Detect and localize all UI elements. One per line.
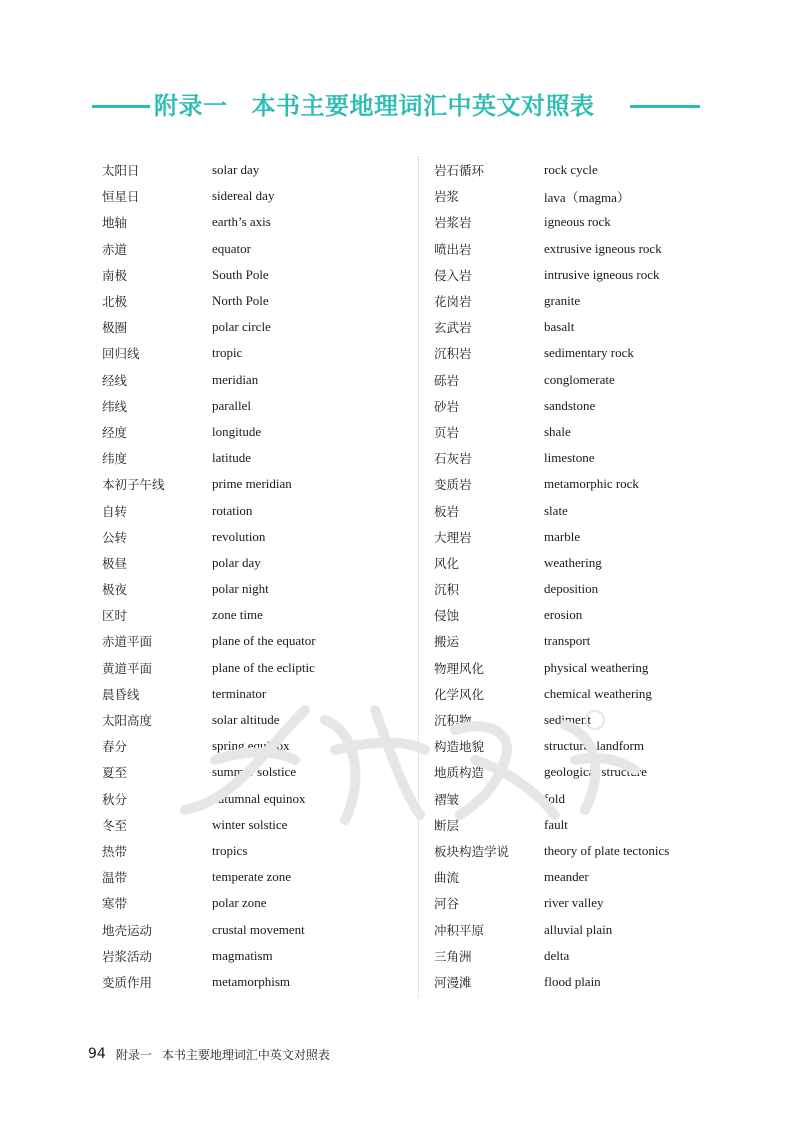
term-chinese: 沉积岩 xyxy=(434,346,472,362)
glossary-row xyxy=(102,733,392,759)
term-english: conglomerate xyxy=(544,371,615,387)
appendix-label: 附录一 xyxy=(154,92,228,120)
term-english: winter solstice xyxy=(212,816,288,832)
glossary-row xyxy=(434,628,734,654)
header-rule-left xyxy=(92,105,150,108)
term-english: basalt xyxy=(544,319,575,335)
term-chinese: 地壳运动 xyxy=(102,922,153,938)
glossary-row xyxy=(434,969,734,995)
term-chinese: 砂岩 xyxy=(434,398,460,414)
term-english: revolution xyxy=(212,528,266,544)
term-english: sediment xyxy=(544,712,591,728)
footer-title: 本书主要地理词汇中英文对照表 xyxy=(161,1047,330,1062)
term-english: theory of plate tectonics xyxy=(544,842,670,858)
term-chinese: 纬线 xyxy=(102,398,128,414)
term-english: latitude xyxy=(212,450,251,466)
term-english: metamorphism xyxy=(212,973,290,989)
term-english: shale xyxy=(544,423,571,439)
glossary-row xyxy=(434,890,734,916)
term-chinese: 三角洲 xyxy=(434,948,472,964)
term-english: magmatism xyxy=(212,947,273,963)
glossary-row xyxy=(102,183,392,209)
glossary-row xyxy=(434,314,734,340)
glossary-row xyxy=(102,655,392,681)
glossary-row xyxy=(434,445,734,471)
glossary-row xyxy=(102,576,392,602)
glossary-row xyxy=(102,262,392,288)
term-english: fault xyxy=(544,816,568,832)
term-english: temperate zone xyxy=(212,869,292,885)
glossary-row xyxy=(102,759,392,785)
term-english: terminator xyxy=(212,685,267,701)
term-chinese: 大理岩 xyxy=(434,529,472,545)
term-chinese: 冲积平原 xyxy=(434,922,485,938)
term-chinese: 晨昏线 xyxy=(102,686,140,702)
term-chinese: 岩石循环 xyxy=(434,163,485,179)
term-chinese: 黄道平面 xyxy=(102,660,153,676)
term-chinese: 岩浆 xyxy=(434,189,460,205)
glossary-row xyxy=(102,288,392,314)
term-chinese: 变质作用 xyxy=(102,974,153,990)
glossary-row xyxy=(434,759,734,785)
term-english: marble xyxy=(544,528,581,544)
term-chinese: 侵入岩 xyxy=(434,267,472,283)
term-english: polar day xyxy=(212,554,261,570)
term-english: erosion xyxy=(544,607,583,623)
glossary-row xyxy=(434,524,734,550)
term-english: intrusive igneous rock xyxy=(544,266,660,282)
glossary-row xyxy=(102,445,392,471)
page-title xyxy=(154,86,628,122)
term-english: alluvial plain xyxy=(544,921,613,937)
term-chinese: 极圈 xyxy=(102,320,128,336)
page-number: 94 xyxy=(88,1046,106,1062)
glossary-row xyxy=(102,497,392,523)
glossary-row xyxy=(434,393,734,419)
glossary-row xyxy=(102,314,392,340)
term-chinese: 赤道平面 xyxy=(102,634,153,650)
footer-appendix-label: 附录一 xyxy=(115,1047,152,1062)
term-chinese: 搬运 xyxy=(434,634,460,650)
term-english: rock cycle xyxy=(544,162,598,178)
term-chinese: 褶皱 xyxy=(434,791,460,807)
term-chinese: 砾岩 xyxy=(434,372,460,388)
term-chinese: 河漫滩 xyxy=(434,974,472,990)
footer-label xyxy=(116,1046,330,1063)
term-chinese: 经线 xyxy=(102,372,128,388)
term-english: meridian xyxy=(212,371,259,387)
term-chinese: 喷出岩 xyxy=(434,241,472,257)
term-chinese: 春分 xyxy=(102,739,128,755)
header-rule-right xyxy=(630,105,700,108)
term-chinese: 沉积 xyxy=(434,582,460,598)
term-english: South Pole xyxy=(212,266,269,282)
term-chinese: 岩浆活动 xyxy=(102,948,153,964)
term-chinese: 曲流 xyxy=(434,870,460,886)
term-english: zone time xyxy=(212,607,263,623)
term-chinese: 构造地貌 xyxy=(434,739,485,755)
term-chinese: 侵蚀 xyxy=(434,608,460,624)
term-english: autumnal equinox xyxy=(212,790,306,806)
glossary-row xyxy=(102,236,392,262)
term-chinese: 区时 xyxy=(102,608,128,624)
glossary-row xyxy=(102,471,392,497)
glossary-row xyxy=(434,786,734,812)
glossary-row xyxy=(102,812,392,838)
term-chinese: 恒星日 xyxy=(102,189,140,205)
term-english: tropics xyxy=(212,842,248,858)
appendix-title: 本书主要地理词汇中英文对照表 xyxy=(251,92,595,120)
term-english: delta xyxy=(544,947,570,963)
glossary-row xyxy=(434,602,734,628)
term-chinese: 自转 xyxy=(102,503,128,519)
glossary-row xyxy=(434,864,734,890)
term-chinese: 板块构造学说 xyxy=(434,843,510,859)
term-english: geological structure xyxy=(544,764,647,780)
glossary-row xyxy=(434,576,734,602)
term-english: flood plain xyxy=(544,973,601,989)
term-chinese: 页岩 xyxy=(434,424,460,440)
term-chinese: 地轴 xyxy=(102,215,128,231)
term-english: fold xyxy=(544,790,565,806)
glossary-row xyxy=(434,812,734,838)
glossary-row xyxy=(434,550,734,576)
glossary-row xyxy=(102,916,392,942)
glossary-row xyxy=(102,340,392,366)
glossary-row xyxy=(434,236,734,262)
term-english: longitude xyxy=(212,423,262,439)
term-english: prime meridian xyxy=(212,476,292,492)
glossary-row xyxy=(434,209,734,235)
term-chinese: 太阳高度 xyxy=(102,713,153,729)
glossary-row xyxy=(102,838,392,864)
page-footer xyxy=(88,1044,330,1064)
term-chinese: 太阳日 xyxy=(102,163,140,179)
term-chinese: 板岩 xyxy=(434,503,460,519)
glossary-row xyxy=(434,183,734,209)
glossary-row xyxy=(102,393,392,419)
term-english: polar night xyxy=(212,581,269,597)
glossary-row xyxy=(434,707,734,733)
page-header xyxy=(92,84,700,124)
glossary-left-column xyxy=(102,157,392,995)
term-chinese: 极昼 xyxy=(102,555,128,571)
term-english: polar circle xyxy=(212,319,271,335)
glossary-row xyxy=(102,681,392,707)
term-english: structural landform xyxy=(544,738,644,754)
term-chinese: 断层 xyxy=(434,817,460,833)
term-chinese: 地质构造 xyxy=(434,765,485,781)
term-english: metamorphic rock xyxy=(544,476,639,492)
term-english: spring equinox xyxy=(212,738,290,754)
term-chinese: 纬度 xyxy=(102,451,128,467)
glossary-row xyxy=(102,864,392,890)
glossary-row xyxy=(102,524,392,550)
term-english: chemical weathering xyxy=(544,685,652,701)
term-chinese: 寒带 xyxy=(102,896,128,912)
term-english: parallel xyxy=(212,397,251,413)
term-english: igneous rock xyxy=(544,214,611,230)
term-english: sidereal day xyxy=(212,188,275,204)
glossary-row xyxy=(434,733,734,759)
glossary-row xyxy=(434,157,734,183)
term-chinese: 变质岩 xyxy=(434,477,472,493)
glossary-row xyxy=(434,367,734,393)
term-chinese: 物理风化 xyxy=(434,660,485,676)
term-english: tropic xyxy=(212,345,243,361)
term-english: rotation xyxy=(212,502,253,518)
glossary-row xyxy=(434,838,734,864)
glossary-row xyxy=(102,969,392,995)
term-chinese: 玄武岩 xyxy=(434,320,472,336)
glossary-right-column xyxy=(434,157,734,995)
glossary-row xyxy=(434,943,734,969)
term-english: weathering xyxy=(544,554,602,570)
term-chinese: 风化 xyxy=(434,555,460,571)
term-chinese: 热带 xyxy=(102,843,128,859)
glossary-row xyxy=(102,419,392,445)
glossary-row xyxy=(102,628,392,654)
glossary-row xyxy=(434,419,734,445)
term-english: equator xyxy=(212,240,251,256)
term-english: solar altitude xyxy=(212,712,280,728)
term-chinese: 秋分 xyxy=(102,791,128,807)
term-chinese: 花岗岩 xyxy=(434,294,472,310)
term-chinese: 温带 xyxy=(102,870,128,886)
term-english: earth’s axis xyxy=(212,214,271,230)
term-english: polar zone xyxy=(212,895,267,911)
term-english: deposition xyxy=(544,581,599,597)
term-english: limestone xyxy=(544,450,595,466)
glossary-row xyxy=(102,707,392,733)
glossary-row xyxy=(102,209,392,235)
term-chinese: 石灰岩 xyxy=(434,451,472,467)
term-english: granite xyxy=(544,293,581,309)
term-chinese: 极夜 xyxy=(102,582,128,598)
term-english: solar day xyxy=(212,162,260,178)
glossary-row xyxy=(102,602,392,628)
glossary-row xyxy=(434,471,734,497)
glossary-row xyxy=(434,262,734,288)
term-chinese: 本初子午线 xyxy=(102,477,165,493)
term-chinese: 经度 xyxy=(102,424,128,440)
term-english: summer solstice xyxy=(212,764,297,780)
term-chinese: 南极 xyxy=(102,267,128,283)
term-chinese: 夏至 xyxy=(102,765,128,781)
glossary-row xyxy=(434,497,734,523)
term-chinese: 化学风化 xyxy=(434,686,485,702)
term-chinese: 冬至 xyxy=(102,817,128,833)
term-english: plane of the equator xyxy=(212,633,316,649)
glossary-row xyxy=(102,157,392,183)
term-english: sedimentary rock xyxy=(544,345,634,361)
term-english: plane of the ecliptic xyxy=(212,659,315,675)
term-english: slate xyxy=(544,502,568,518)
glossary-row xyxy=(434,681,734,707)
term-english: river valley xyxy=(544,895,604,911)
glossary-row xyxy=(102,943,392,969)
term-chinese: 公转 xyxy=(102,529,128,545)
term-english: sandstone xyxy=(544,397,596,413)
term-chinese: 赤道 xyxy=(102,241,128,257)
term-english: physical weathering xyxy=(544,659,649,675)
term-english: transport xyxy=(544,633,591,649)
glossary-row xyxy=(102,550,392,576)
term-chinese: 北极 xyxy=(102,294,128,310)
glossary-row xyxy=(102,367,392,393)
glossary-row xyxy=(434,655,734,681)
term-english: crustal movement xyxy=(212,921,305,937)
term-english: meander xyxy=(544,869,589,885)
term-english: lava（magma） xyxy=(544,189,630,205)
term-english: North Pole xyxy=(212,293,269,309)
term-chinese: 河谷 xyxy=(434,896,460,912)
glossary-row xyxy=(102,786,392,812)
column-divider xyxy=(418,156,419,998)
glossary-row xyxy=(102,890,392,916)
term-english: extrusive igneous rock xyxy=(544,240,662,256)
term-chinese: 回归线 xyxy=(102,346,140,362)
term-chinese: 岩浆岩 xyxy=(434,215,472,231)
glossary-row xyxy=(434,340,734,366)
glossary-row xyxy=(434,288,734,314)
term-chinese: 沉积物 xyxy=(434,713,472,729)
glossary-row xyxy=(434,916,734,942)
